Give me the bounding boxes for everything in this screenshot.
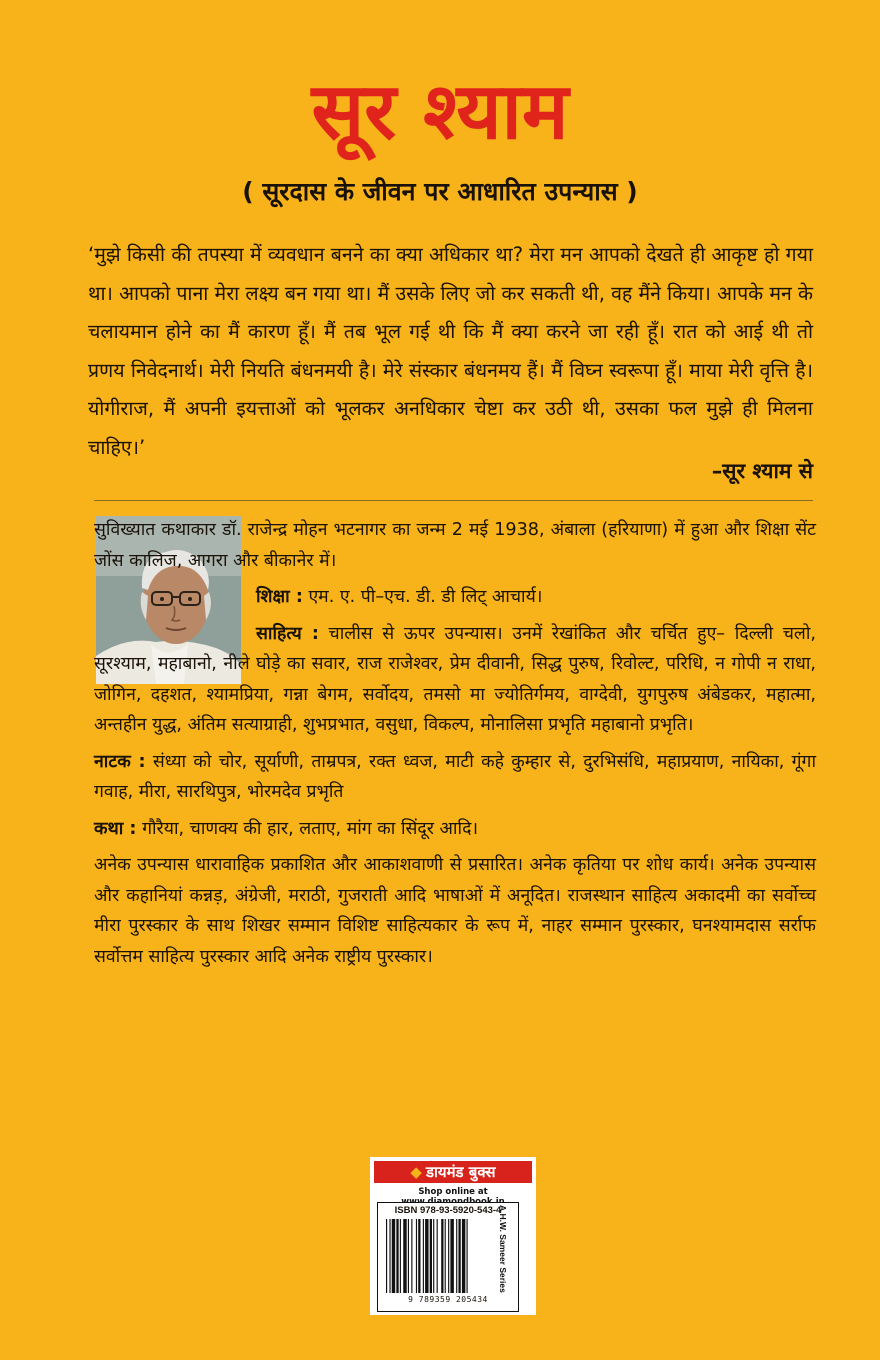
bio-stories	[94, 814, 816, 845]
diamond-icon: ◆	[410, 1163, 422, 1181]
barcode-bar	[450, 1219, 453, 1293]
bio-plays-label: नाटक :	[94, 751, 146, 772]
barcode-bar	[430, 1219, 432, 1293]
barcode-bar	[392, 1219, 395, 1293]
bio-education-text: एम. ए. पी–एच. डी. डी लिट् आचार्य।	[302, 587, 543, 607]
barcode-bar	[411, 1219, 412, 1293]
barcode-bar	[400, 1219, 401, 1293]
book-title: सूर श्याम	[311, 67, 569, 157]
bio-literature-text: चालीस से ऊपर उपन्यास। उनमें रेखांकित और चर्चित हुए– दिल्ली चलो, सूरश्याम, महाबानो, नीले घोड़े का सवार, राज राजेश्वर, प्रेम दीवानी, सिद्ध पुरुष, रिवोल्ट, परिधि, न गोपी न राधा, जोगिन, दहशत, श्यामप्रिया, गन्ना बेगम, सर्वोदय, तमसो मा ज्योतिर्गमय, वाग्देवी, युगपुरुष अंबेडकर, महात्मा, अन्तहीन युद्ध, अंतिम सत्याग्राही, शुभप्रभात, वसुधा, विकल्प, मोनालिसा प्रभृति महाबानो प्रभृति।	[94, 623, 816, 735]
bio-education	[256, 582, 816, 613]
barcode-bar	[433, 1219, 434, 1293]
barcode-bar	[462, 1219, 465, 1293]
barcode-bar	[467, 1219, 468, 1293]
publisher-name: डायमंड बुक्स	[425, 1163, 496, 1181]
bio-literature-label: साहित्य :	[256, 623, 319, 644]
bio-intro: सुविख्यात कथाकार डॉ. राजेन्द्र मोहन भटनागर का जन्म 2 मई 1938, अंबाला (हरियाणा) में हुआ और शिक्षा सेंट जोंस कालिज, आगरा और बीकानेर में।	[94, 520, 816, 571]
barcode-bar	[416, 1219, 417, 1293]
bio-stories-text: गौरैया, चाणक्य की हार, लताए, मांग का सिंदूर आदि।	[136, 818, 479, 839]
series-label: A.H.W. Sameer Series	[498, 1205, 508, 1293]
barcode-digits: 9 789359 205434	[408, 1295, 488, 1304]
barcode	[386, 1219, 510, 1293]
bio-stories-label: कथा :	[94, 818, 137, 839]
barcode-bar	[408, 1219, 409, 1293]
bio-plays-text: संध्या को चोर, सूर्याणी, ताम्रपत्र, रक्त ध्वज, माटी कहे कुम्हार से, दुरभिसंधि, महाप्रयाण, नायिका, गूंगा गवाह, मीरा, सारथिपुत्र, भोरमदेव प्रभृति	[94, 751, 816, 802]
isbn-number: ISBN 978-93-5920-543-4	[394, 1205, 502, 1216]
book-subtitle: ( सूरदास के जीवन पर आधारित उपन्यास )	[242, 177, 638, 206]
barcode-bar	[448, 1219, 449, 1293]
barcode-bar	[441, 1219, 443, 1293]
barcode-bar	[389, 1219, 390, 1293]
section-divider	[94, 500, 813, 501]
barcode-bar	[456, 1219, 457, 1293]
publisher-website: Shop online at	[418, 1187, 488, 1197]
barcode-bar	[423, 1219, 424, 1293]
bio-closing: अनेक उपन्यास धारावाहिक प्रकाशित और आकाशवाणी से प्रसारित। अनेक कृतिया पर शोध कार्य। अनेक उपन्यास और कहानियां कन्नड़, अंग्रेजी, मराठी, गुजराती आदि भाषाओं में अनूदित। राजस्थान साहित्य अकादमी का सर्वोच्च मीरा पुरस्कार के साथ शिखर सम्मान विशिष्ट साहित्यकार के रूप में, नाहर सम्मान पुरस्कार, घनश्यामदास सर्राफ सर्वोत्तम साहित्य पुरस्कार आदि अनेक राष्ट्रीय पुरस्कार।	[94, 855, 816, 967]
barcode-bar	[418, 1219, 420, 1293]
barcode-bar	[458, 1219, 460, 1293]
author-bio	[94, 515, 816, 972]
publisher-box	[370, 1157, 536, 1315]
barcode-bar	[386, 1219, 387, 1293]
barcode-bar	[396, 1219, 398, 1293]
publisher-logo	[374, 1161, 532, 1183]
barcode-bar	[403, 1219, 406, 1293]
barcode-bar	[445, 1219, 446, 1293]
barcode-bar	[437, 1219, 438, 1293]
quote-attribution: –सूर श्याम से	[711, 459, 813, 483]
barcode-bar	[425, 1219, 428, 1293]
blurb-quote: ‘मुझे किसी की तपस्या में व्यवधान बनने का क्या अधिकार था? मेरा मन आपको देखते ही आकृष्ट हो गया था। आपको पाना मेरा लक्ष्य बन गया था। मैं उसके लिए जो कर सकती थी, वह मैंने किया। आपके मन के चलायमान होने का मैं कारण हूँ। मैं तब भूल गई थी कि मैं क्या करने जा रही हूँ। रात को आई थी तो प्रणय निवेदनार्थ। मेरी नियति बंधनमयी है। मेरे संस्कार बंधनमय हैं। मैं विघ्न स्वरूपा हूँ। माया मेरी वृत्ति है। योगीराज, मैं अपनी इयत्ताओं को भूलकर अनधिकार चेष्टा कर उठी थी, उसका फल मुझे ही मिलना चाहिए।’	[88, 243, 813, 459]
bio-education-label: शिक्षा :	[256, 587, 303, 607]
bio-plays	[94, 747, 816, 808]
bio-literature	[94, 619, 816, 741]
